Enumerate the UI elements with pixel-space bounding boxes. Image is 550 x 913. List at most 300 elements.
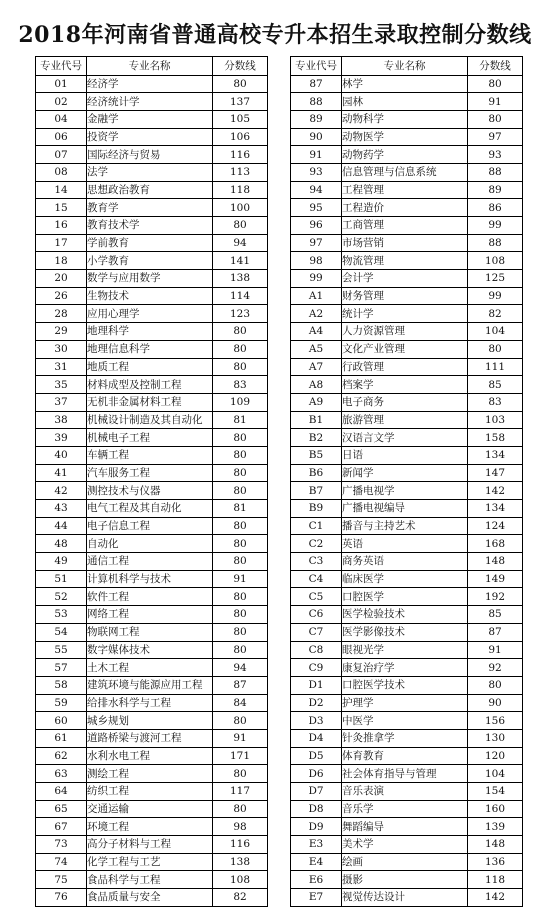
table-row [36,747,268,765]
major-name-cell: 康复治疗学 [342,659,468,677]
major-code-cell: 67 [36,818,87,836]
major-name-cell: 给排水科学与工程 [87,694,213,712]
table-row [36,181,268,199]
table-row [291,93,523,111]
major-name-cell: 播音与主持艺术 [342,517,468,535]
major-name-cell: 电子商务 [342,393,468,411]
score-table-left [35,56,268,907]
score-cell: 125 [468,270,523,288]
table-row [36,146,268,164]
major-code-cell: 08 [36,163,87,181]
header-name: 专业名称 [87,57,213,76]
table-row [36,429,268,447]
table-row [291,765,523,783]
major-name-cell: 医学检验技术 [342,606,468,624]
score-cell: 80 [213,217,268,235]
major-name-cell: 统计学 [342,305,468,323]
major-code-cell: 90 [291,128,342,146]
score-cell: 192 [468,588,523,606]
major-name-cell: 法学 [87,163,213,181]
score-cell: 111 [468,358,523,376]
major-code-cell: C3 [291,553,342,571]
table-row [291,305,523,323]
major-name-cell: 测绘工程 [87,765,213,783]
header-name: 专业名称 [342,57,468,76]
score-cell: 137 [213,93,268,111]
major-code-cell: 38 [36,411,87,429]
score-cell: 141 [213,252,268,270]
major-code-cell: 40 [36,446,87,464]
score-cell: 136 [468,853,523,871]
table-row [36,411,268,429]
major-name-cell: 教育技术学 [87,217,213,235]
table-row [291,535,523,553]
score-cell: 94 [213,659,268,677]
score-cell: 80 [213,517,268,535]
score-cell: 91 [213,729,268,747]
table-row [291,659,523,677]
table-row [36,659,268,677]
major-code-cell: 02 [36,93,87,111]
score-cell: 80 [213,340,268,358]
table-row [291,163,523,181]
table-row [36,376,268,394]
major-code-cell: 64 [36,783,87,801]
table-row [291,500,523,518]
major-name-cell: 广播电视学 [342,482,468,500]
score-cell: 87 [468,623,523,641]
major-name-cell: 人力资源管理 [342,323,468,341]
score-cell: 80 [213,765,268,783]
table-row [36,853,268,871]
major-name-cell: 新闻学 [342,464,468,482]
score-cell: 86 [468,199,523,217]
major-code-cell: 30 [36,340,87,358]
major-name-cell: 林学 [342,75,468,93]
major-name-cell: 投资学 [87,128,213,146]
score-cell: 108 [468,252,523,270]
score-cell: 81 [213,500,268,518]
major-code-cell: 51 [36,570,87,588]
major-name-cell: 金融学 [87,110,213,128]
major-name-cell: 测控技术与仪器 [87,482,213,500]
major-name-cell: 文化产业管理 [342,340,468,358]
major-name-cell: 机械电子工程 [87,429,213,447]
major-name-cell: 纺织工程 [87,783,213,801]
major-name-cell: 汉语言文学 [342,429,468,447]
major-code-cell: 54 [36,623,87,641]
table-row [291,676,523,694]
major-code-cell: 37 [36,393,87,411]
score-cell: 80 [468,340,523,358]
major-name-cell: 小学教育 [87,252,213,270]
major-name-cell: 市场营销 [342,234,468,252]
score-cell: 80 [468,75,523,93]
table-row [291,181,523,199]
score-cell: 91 [213,570,268,588]
major-name-cell: 眼视光学 [342,641,468,659]
table-row [291,800,523,818]
major-name-cell: 应用心理学 [87,305,213,323]
score-cell: 85 [468,606,523,624]
score-cell: 80 [213,712,268,730]
major-code-cell: D6 [291,765,342,783]
table-row [36,517,268,535]
major-name-cell: 食品科学与工程 [87,871,213,889]
major-name-cell: 园林 [342,93,468,111]
table-row [36,393,268,411]
score-cell: 99 [468,217,523,235]
major-code-cell: 43 [36,500,87,518]
table-row [291,287,523,305]
major-code-cell: 48 [36,535,87,553]
table-row [36,836,268,854]
major-name-cell: 交通运输 [87,800,213,818]
score-cell: 83 [468,393,523,411]
major-code-cell: 06 [36,128,87,146]
major-code-cell: 17 [36,234,87,252]
major-name-cell: 医学影像技术 [342,623,468,641]
table-row [291,110,523,128]
major-name-cell: 软件工程 [87,588,213,606]
major-name-cell: 土木工程 [87,659,213,677]
table-row [291,358,523,376]
score-cell: 80 [213,482,268,500]
major-code-cell: 93 [291,163,342,181]
major-name-cell: 商务英语 [342,553,468,571]
major-code-cell: 76 [36,889,87,907]
major-name-cell: 食品质量与安全 [87,889,213,907]
major-code-cell: 94 [291,181,342,199]
major-code-cell: A9 [291,393,342,411]
major-name-cell: 生物技术 [87,287,213,305]
major-name-cell: 电气工程及其自动化 [87,500,213,518]
major-code-cell: 15 [36,199,87,217]
score-cell: 106 [213,128,268,146]
table-row [291,836,523,854]
score-cell: 80 [213,641,268,659]
table-row [36,128,268,146]
table-row [291,747,523,765]
score-table-right [290,56,523,907]
score-cell: 134 [468,446,523,464]
major-code-cell: D4 [291,729,342,747]
table-header-row [291,57,523,76]
major-code-cell: E4 [291,853,342,871]
score-cell: 80 [213,446,268,464]
major-name-cell: 自动化 [87,535,213,553]
table-row [291,75,523,93]
table-row [36,482,268,500]
score-cell: 97 [468,128,523,146]
major-code-cell: 58 [36,676,87,694]
table-row [291,871,523,889]
major-name-cell: 社会体育指导与管理 [342,765,468,783]
score-cell: 90 [468,694,523,712]
major-name-cell: 学前教育 [87,234,213,252]
score-cell: 134 [468,500,523,518]
table-row [36,75,268,93]
major-code-cell: 55 [36,641,87,659]
score-cell: 88 [468,234,523,252]
major-name-cell: 电子信息工程 [87,517,213,535]
major-code-cell: 99 [291,270,342,288]
major-name-cell: 动物药学 [342,146,468,164]
table-row [36,871,268,889]
major-code-cell: 41 [36,464,87,482]
score-cell: 84 [213,694,268,712]
major-code-cell: D2 [291,694,342,712]
table-row [291,393,523,411]
major-code-cell: B2 [291,429,342,447]
score-cell: 120 [468,747,523,765]
major-code-cell: 61 [36,729,87,747]
table-row [36,340,268,358]
major-name-cell: 化学工程与工艺 [87,853,213,871]
table-row [36,553,268,571]
major-name-cell: 国际经济与贸易 [87,146,213,164]
score-cell: 93 [468,146,523,164]
table-row [36,252,268,270]
major-name-cell: 高分子材料与工程 [87,836,213,854]
score-cell: 80 [213,588,268,606]
score-cell: 156 [468,712,523,730]
table-row [36,623,268,641]
major-code-cell: 53 [36,606,87,624]
table-row [36,765,268,783]
table-row [291,623,523,641]
table-row [36,729,268,747]
score-cell: 80 [213,553,268,571]
major-name-cell: 汽车服务工程 [87,464,213,482]
major-name-cell: 网络工程 [87,606,213,624]
major-name-cell: 信息管理与信息系统 [342,163,468,181]
table-row [36,358,268,376]
table-row [36,199,268,217]
score-cell: 92 [468,659,523,677]
score-cell: 82 [213,889,268,907]
major-code-cell: 42 [36,482,87,500]
major-code-cell: 63 [36,765,87,783]
major-code-cell: 59 [36,694,87,712]
major-name-cell: 地理信息科学 [87,340,213,358]
table-row [291,712,523,730]
major-name-cell: 音乐表演 [342,783,468,801]
score-cell: 149 [468,570,523,588]
major-name-cell: 中医学 [342,712,468,730]
major-name-cell: 摄影 [342,871,468,889]
score-cell: 91 [468,641,523,659]
major-code-cell: D3 [291,712,342,730]
major-name-cell: 行政管理 [342,358,468,376]
major-name-cell: 材料成型及控制工程 [87,376,213,394]
table-row [291,323,523,341]
major-code-cell: D1 [291,676,342,694]
score-cell: 116 [213,836,268,854]
major-name-cell: 广播电视编导 [342,500,468,518]
major-name-cell: 机械设计制造及其自动化 [87,411,213,429]
major-name-cell: 无机非金属材料工程 [87,393,213,411]
table-row [291,446,523,464]
score-cell: 154 [468,783,523,801]
table-row [291,482,523,500]
table-row [291,464,523,482]
major-code-cell: A2 [291,305,342,323]
page-title: 2018年河南省普通高校专升本招生录取控制分数线 [18,22,532,48]
major-name-cell: 会计学 [342,270,468,288]
major-name-cell: 工程管理 [342,181,468,199]
major-code-cell: 44 [36,517,87,535]
major-code-cell: C8 [291,641,342,659]
major-code-cell: C6 [291,606,342,624]
table-row [291,553,523,571]
score-cell: 104 [468,765,523,783]
major-code-cell: 88 [291,93,342,111]
major-code-cell: 75 [36,871,87,889]
major-code-cell: 62 [36,747,87,765]
major-code-cell: E7 [291,889,342,907]
major-code-cell: 91 [291,146,342,164]
score-cell: 80 [213,535,268,553]
table-row [36,446,268,464]
table-row [291,411,523,429]
table-row [291,729,523,747]
major-code-cell: 20 [36,270,87,288]
table-row [36,217,268,235]
score-cell: 118 [468,871,523,889]
major-name-cell: 地理科学 [87,323,213,341]
table-row [291,694,523,712]
score-cell: 85 [468,376,523,394]
table-row [36,694,268,712]
major-code-cell: E6 [291,871,342,889]
major-name-cell: 物联网工程 [87,623,213,641]
table-row [291,818,523,836]
major-code-cell: 35 [36,376,87,394]
table-row [36,163,268,181]
major-code-cell: A1 [291,287,342,305]
score-cell: 80 [213,800,268,818]
table-row [36,323,268,341]
major-code-cell: 60 [36,712,87,730]
major-name-cell: 临床医学 [342,570,468,588]
major-name-cell: 教育学 [87,199,213,217]
major-name-cell: 动物科学 [342,110,468,128]
score-cell: 139 [468,818,523,836]
major-code-cell: D5 [291,747,342,765]
major-code-cell: A7 [291,358,342,376]
major-code-cell: C1 [291,517,342,535]
major-code-cell: 49 [36,553,87,571]
table-row [291,853,523,871]
score-cell: 158 [468,429,523,447]
major-name-cell: 绘画 [342,853,468,871]
table-row [291,429,523,447]
major-name-cell: 美术学 [342,836,468,854]
major-code-cell: E3 [291,836,342,854]
score-cell: 148 [468,836,523,854]
table-row [291,128,523,146]
score-cell: 114 [213,287,268,305]
major-code-cell: C2 [291,535,342,553]
score-cell: 81 [213,411,268,429]
table-row [291,641,523,659]
table-row [291,217,523,235]
score-cell: 109 [213,393,268,411]
major-name-cell: 车辆工程 [87,446,213,464]
score-cell: 80 [213,358,268,376]
major-code-cell: 52 [36,588,87,606]
table-row [36,889,268,907]
major-code-cell: 95 [291,199,342,217]
major-code-cell: B6 [291,464,342,482]
major-code-cell: 98 [291,252,342,270]
major-code-cell: 26 [36,287,87,305]
table-row [291,146,523,164]
table-row [36,110,268,128]
score-cell: 118 [213,181,268,199]
major-code-cell: 28 [36,305,87,323]
major-code-cell: D9 [291,818,342,836]
table-row [291,783,523,801]
major-name-cell: 舞蹈编导 [342,818,468,836]
major-code-cell: 87 [291,75,342,93]
major-name-cell: 工程造价 [342,199,468,217]
score-cell: 123 [213,305,268,323]
table-row [36,800,268,818]
major-code-cell: 74 [36,853,87,871]
major-name-cell: 数学与应用数学 [87,270,213,288]
major-code-cell: A4 [291,323,342,341]
score-cell: 89 [468,181,523,199]
score-cell: 113 [213,163,268,181]
major-code-cell: 97 [291,234,342,252]
major-code-cell: 65 [36,800,87,818]
table-row [291,270,523,288]
major-name-cell: 建筑环境与能源应用工程 [87,676,213,694]
header-code: 专业代号 [36,57,87,76]
major-name-cell: 思想政治教育 [87,181,213,199]
major-code-cell: 04 [36,110,87,128]
major-name-cell: 护理学 [342,694,468,712]
score-cell: 87 [213,676,268,694]
major-name-cell: 财务管理 [342,287,468,305]
table-row [291,570,523,588]
major-code-cell: 57 [36,659,87,677]
table-row [36,818,268,836]
major-name-cell: 口腔医学 [342,588,468,606]
major-code-cell: 14 [36,181,87,199]
score-cell: 80 [468,110,523,128]
major-name-cell: 体育教育 [342,747,468,765]
score-cell: 105 [213,110,268,128]
major-code-cell: 39 [36,429,87,447]
score-cell: 138 [213,853,268,871]
score-cell: 168 [468,535,523,553]
score-cell: 147 [468,464,523,482]
table-row [36,606,268,624]
major-code-cell: A5 [291,340,342,358]
major-code-cell: B9 [291,500,342,518]
major-code-cell: 89 [291,110,342,128]
score-cell: 82 [468,305,523,323]
major-code-cell: B1 [291,411,342,429]
major-name-cell: 英语 [342,535,468,553]
major-name-cell: 环境工程 [87,818,213,836]
major-name-cell: 城乡规划 [87,712,213,730]
score-cell: 80 [213,323,268,341]
major-code-cell: C7 [291,623,342,641]
